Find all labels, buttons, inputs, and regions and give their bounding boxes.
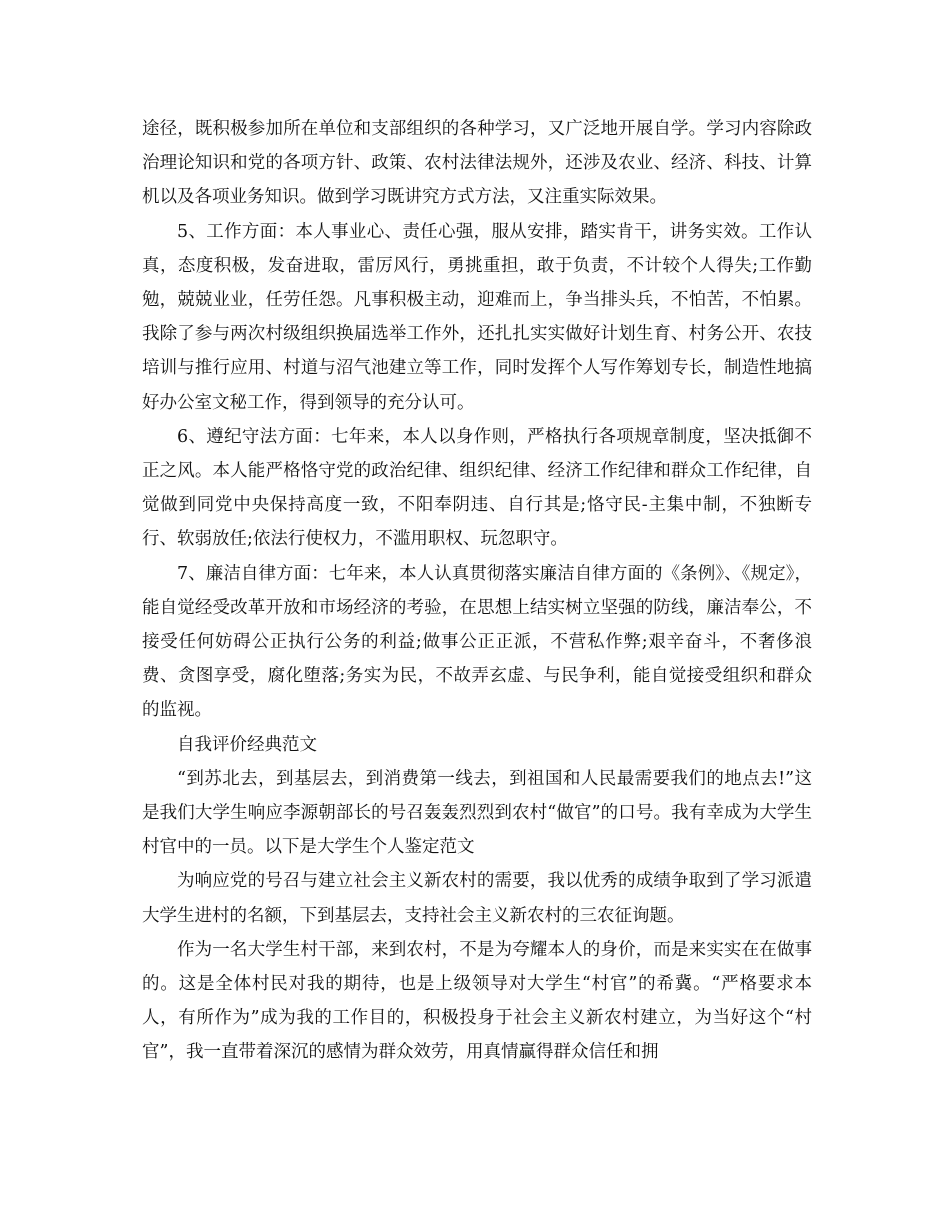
paragraph-integrity: 7、廉洁自律方面：七年来，本人认真贯彻落实廉洁自律方面的《条例》、《规定》，能自觉经受改革开放和市场经济的考验，在思想上结实树立坚强的防线，廉洁奉公，不接受任何妨碍公正执行公务的利益;做事公正正派，不营私作弊;艰辛奋斗，不奢侈浪费、贪图享受，腐化堕落;务实为民，不故弄玄虚、与民争利，能自觉接受组织和群众的监视。 xyxy=(142,563,812,721)
paragraph-work: 5、工作方面：本人事业心、责任心强，服从安排，踏实肯干，讲务实效。工作认真，态度积极，发奋进取，雷厉风行，勇挑重担，敢于负责，不计较个人得失;工作勤勉，兢兢业业，任劳任怨。凡事积极主动，迎难而上，争当排头兵，不怕苦，不怕累。我除了参与两次村级组织换届选举工作外，还扎扎实实做好计划生育、村务公开、农技培训与推行应用、村道与沼气池建立等工作，同时发挥个人写作筹划专长，制造性地搞好办公室文秘工作，得到领导的充分认可。 xyxy=(142,221,812,413)
paragraph-response: 为响应党的号召与建立社会主义新农村的需要，我以优秀的成绩争取到了学习派遣大学生进村的名额，下到基层去，支持社会主义新农村的三农征询题。 xyxy=(142,871,812,926)
paragraph-slogan: “到苏北去，到基层去，到消费第一线去，到祖国和人民最需要我们的地点去!”这是我们大学生响应李源朝部长的号召轰轰烈烈到农村“做官”的口号。我有幸成为大学生村官中的一员。以下是大学生个人鉴定范文 xyxy=(142,768,812,858)
paragraph-village-cadre: 作为一名大学生村干部，来到农村，不是为夸耀本人的身价，而是来实实在在做事的。这是全体村民对我的期待，也是上级领导对大学生“村官”的希冀。“严格要求本人，有所作为”成为我的工作目的，积极投身于社会主义新农村建立，为当好这个“村官”，我一直带着深沉的感情为群众效劳，用真情赢得群众信任和拥 xyxy=(142,939,812,1063)
document-body xyxy=(142,112,812,1070)
section-heading: 自我评价经典范文 xyxy=(177,734,317,755)
paragraph-study-continued: 途径，既积极参加所在单位和支部组织的各种学习，又广泛地开展自学。学习内容除政治理论知识和党的各项方针、政策、农村法律法规外，还涉及农业、经济、科技、计算机以及各项业务知识。做到学习既讲究方式方法，又注重实际效果。 xyxy=(142,119,812,208)
paragraph-discipline: 6、遵纪守法方面：七年来，本人以身作则，严格执行各项规章制度，坚决抵御不正之风。本人能严格恪守党的政治纪律、组织纪律、经济工作纪律和群众工作纪律，自觉做到同党中央保持高度一致，不阳奉阴违、自行其是;恪守民-主集中制，不独断专行、软弱放任;依法行使权力，不滥用职权、玩忽职守。 xyxy=(142,426,812,550)
